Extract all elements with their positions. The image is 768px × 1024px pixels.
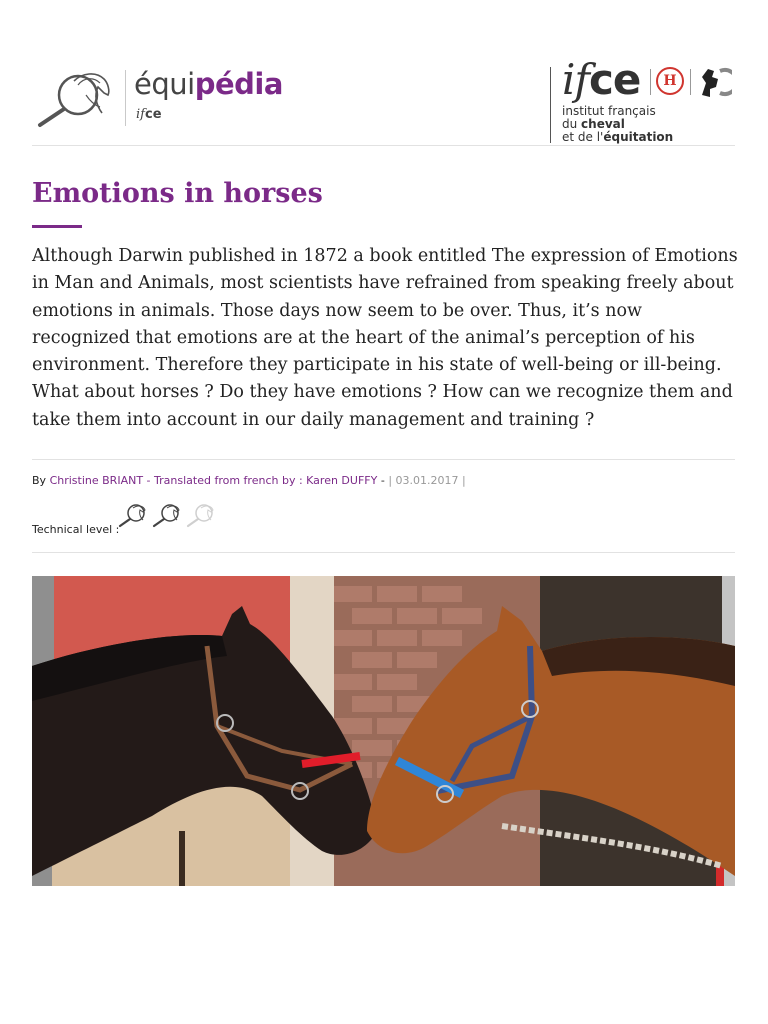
logo-divider: [125, 70, 126, 126]
page-header: [32, 55, 735, 147]
meta-separator: -: [380, 474, 385, 487]
technical-level-label: Technical level :: [32, 523, 120, 536]
ifce-separator: [690, 69, 691, 95]
article-meta: [32, 474, 466, 487]
brand-subtitle: ifce: [136, 107, 162, 122]
technical-level: [32, 500, 332, 540]
title-underline: [32, 225, 82, 228]
rearing-horse-icon: [696, 65, 732, 99]
horses-photo: [32, 576, 735, 886]
level-magnifier-icon: [118, 502, 148, 528]
article-photo: [32, 576, 735, 886]
article-intro: Although Darwin published in 1872 a book entitled The expression of Emotions in Man and Animals, most scientists have refrained from speaking freely about emotions in animals. Those days now seem to be over. Thus, it’s now recognized that emotions are at the heart of the animal’s perception of his environment. Therefore they participate in his state of well-being or ill-being. What about horses ? Do they have emotions ? How can we recognize them and take them into account in our daily management and training ?: [32, 246, 738, 430]
ifce-logo[interactable]: [550, 55, 735, 147]
level-magnifier-icon: [152, 502, 182, 528]
h-badge-icon: H: [656, 67, 684, 95]
ifce-divider: [550, 67, 551, 143]
author-link[interactable]: Christine BRIANT: [49, 474, 144, 487]
brand-name: équipédia: [134, 67, 283, 101]
level-magnifier-icon: [186, 502, 216, 528]
ifce-separator: [650, 69, 651, 95]
meta-divider-top: [32, 459, 735, 460]
magnifier-horse-logo-icon: [34, 65, 116, 129]
publish-date: | 03.01.2017 |: [388, 474, 466, 487]
meta-separator: -: [146, 474, 151, 487]
page-title: Emotions in horses: [32, 178, 323, 209]
by-label: By: [32, 474, 47, 487]
header-divider: [32, 145, 735, 146]
institution-name: institut français du cheval et de l'équitation: [562, 104, 674, 144]
ifce-wordmark: ifce: [562, 55, 641, 104]
translator-link[interactable]: Translated from french by : Karen DUFFY: [154, 474, 378, 487]
meta-divider-bottom: [32, 552, 735, 553]
equipedia-logo[interactable]: [32, 55, 292, 135]
